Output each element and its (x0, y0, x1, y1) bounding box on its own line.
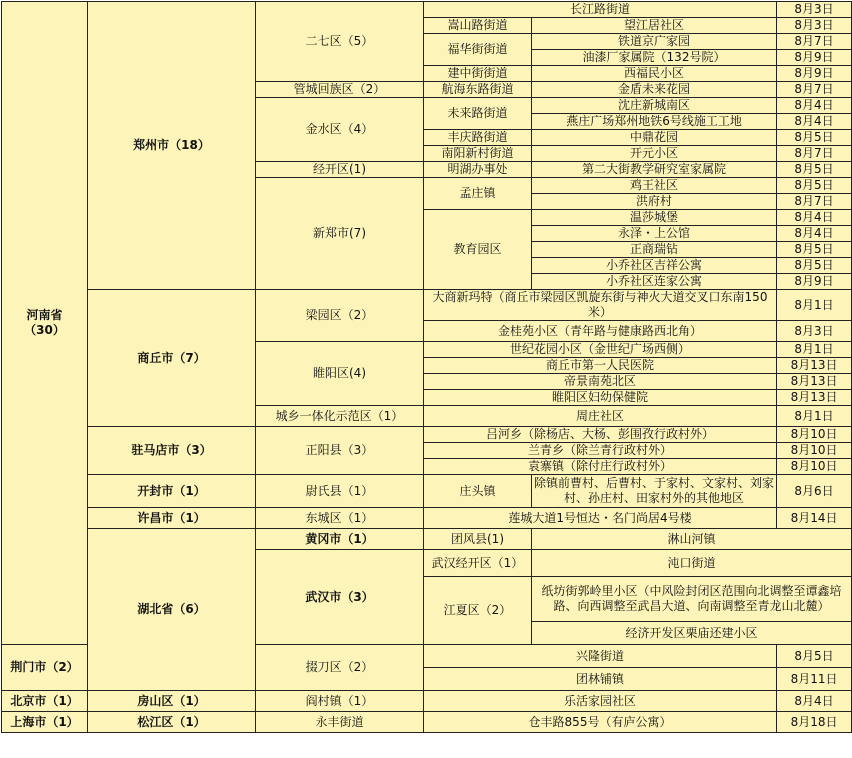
location-cell: 睢阳区妇幼保健院 (424, 390, 777, 406)
risk-area-table (1, 1, 852, 733)
location-cell: 永泽・上公馆 (532, 226, 777, 242)
street-cell: 庄头镇 (424, 475, 532, 508)
district-cell: 东城区（1） (256, 508, 424, 529)
street-cell: 丰庆路街道 (424, 130, 532, 146)
location-cell: 温莎城堡 (532, 210, 777, 226)
location-cell: 乐活家园社区 (424, 691, 777, 712)
date-cell: 8月10日 (777, 427, 852, 443)
location-cell: 仓丰路855号（有庐公寓） (424, 712, 777, 733)
district-cell: 阎村镇（1） (256, 691, 424, 712)
date-cell: 8月1日 (777, 342, 852, 358)
table-row (2, 691, 852, 712)
location-cell: 商丘市第一人民医院 (424, 358, 777, 374)
province-cell: 北京市（1） (2, 691, 88, 712)
location-cell: 油漆厂家属院（132号院） (532, 50, 777, 66)
date-cell: 8月13日 (777, 374, 852, 390)
location-cell: 燕庄广场郑州地铁6号线施工工地 (532, 114, 777, 130)
date-cell: 8月3日 (777, 2, 852, 18)
city-cell: 许昌市（1） (88, 508, 256, 529)
table-row (2, 508, 852, 529)
province-cell: 上海市（1） (2, 712, 88, 733)
location-cell: 西福民小区 (532, 66, 777, 82)
province-cell: 河南省 （30） (2, 2, 88, 645)
district-cell: 经开区(1) (256, 162, 424, 178)
city-cell: 黄冈市（1） (256, 529, 424, 550)
date-cell: 8月9日 (777, 274, 852, 290)
date-cell: 8月3日 (777, 321, 852, 342)
table-row (2, 2, 852, 18)
location-cell: 小乔社区连家公寓 (532, 274, 777, 290)
date-cell: 8月13日 (777, 390, 852, 406)
city-cell: 驻马店市（3） (88, 427, 256, 475)
district-cell: 梁园区（2） (256, 290, 424, 342)
street-cell: 建中街街道 (424, 66, 532, 82)
date-cell: 8月10日 (777, 443, 852, 459)
location-cell: 大商新玛特（商丘市梁园区凯旋东街与神火大道交叉口东南150米） (424, 290, 777, 321)
street-cell: 教育园区 (424, 210, 532, 290)
date-cell: 8月7日 (777, 82, 852, 98)
location-cell: 金桂苑小区（青年路与健康路西北角） (424, 321, 777, 342)
city-cell: 松江区（1） (88, 712, 256, 733)
location-cell: 吕河乡（除杨店、大杨、彭围孜行政村外） (424, 427, 777, 443)
date-cell: 8月5日 (777, 242, 852, 258)
district-cell: 武汉经开区（1） (424, 550, 532, 577)
date-cell: 8月5日 (777, 162, 852, 178)
street-cell: 航海东路街道 (424, 82, 532, 98)
street-cell: 南阳新村街道 (424, 146, 532, 162)
location-cell: 世纪花园小区（金世纪广场西侧） (424, 342, 777, 358)
date-cell: 8月4日 (777, 691, 852, 712)
location-cell: 金盾未来花园 (532, 82, 777, 98)
location-cell: 莲城大道1号恒达・名门尚居4号楼 (424, 508, 777, 529)
location-cell: 长江路街道 (424, 2, 777, 18)
location-cell: 帝景南苑北区 (424, 374, 777, 390)
street-cell: 嵩山路街道 (424, 18, 532, 34)
street-cell: 孟庄镇 (424, 178, 532, 210)
date-cell: 8月4日 (777, 98, 852, 114)
date-cell: 8月13日 (777, 358, 852, 374)
district-cell: 新郑市(7) (256, 178, 424, 290)
table-row (2, 290, 852, 321)
date-cell: 8月14日 (777, 508, 852, 529)
date-cell: 8月7日 (777, 34, 852, 50)
district-cell: 城乡一体化示范区（1） (256, 406, 424, 427)
district-cell: 江夏区（2） (424, 577, 532, 645)
date-cell: 8月7日 (777, 194, 852, 210)
date-cell: 8月4日 (777, 114, 852, 130)
date-cell: 8月5日 (777, 130, 852, 146)
street-cell: 未来路街道 (424, 98, 532, 130)
city-cell: 荆门市（2） (2, 645, 88, 691)
location-cell: 开元小区 (532, 146, 777, 162)
location-cell: 经济开发区栗庙还建小区 (532, 622, 852, 645)
date-cell: 8月9日 (777, 50, 852, 66)
date-cell: 8月5日 (777, 178, 852, 194)
location-cell: 沈庄新城南区 (532, 98, 777, 114)
district-cell: 永丰街道 (256, 712, 424, 733)
city-cell: 开封市（1） (88, 475, 256, 508)
location-cell: 正商瑞钻 (532, 242, 777, 258)
district-cell: 正阳县（3） (256, 427, 424, 475)
location-cell: 团林铺镇 (424, 668, 777, 691)
table-row (2, 427, 852, 443)
location-cell: 第二大街教学研究室家属院 (532, 162, 777, 178)
location-cell: 淋山河镇 (532, 529, 852, 550)
date-cell: 8月3日 (777, 18, 852, 34)
date-cell: 8月4日 (777, 226, 852, 242)
date-cell: 8月18日 (777, 712, 852, 733)
date-cell: 8月6日 (777, 475, 852, 508)
location-cell: 周庄社区 (424, 406, 777, 427)
date-cell: 8月10日 (777, 459, 852, 475)
date-cell: 8月5日 (777, 645, 852, 668)
location-cell: 望江居社区 (532, 18, 777, 34)
city-cell: 商丘市（7） (88, 290, 256, 427)
location-cell: 鸡王社区 (532, 178, 777, 194)
location-cell: 除镇前曹村、后曹村、于家村、文家村、刘家村、孙庄村、田家村外的其他地区 (532, 475, 777, 508)
district-cell: 团风县(1) (424, 529, 532, 550)
location-cell: 袁寨镇（除付庄行政村外） (424, 459, 777, 475)
date-cell: 8月11日 (777, 668, 852, 691)
date-cell: 8月9日 (777, 66, 852, 82)
date-cell: 8月1日 (777, 406, 852, 427)
location-cell: 小乔社区吉祥公寓 (532, 258, 777, 274)
province-cell: 湖北省（6） (88, 529, 256, 691)
district-cell: 睢阳区(4) (256, 342, 424, 406)
location-cell: 兰青乡（除兰青行政村外） (424, 443, 777, 459)
location-cell: 纸坊街郭岭里小区（中风险封闭区范围向北调整至谭鑫培路、向西调整至武昌大道、向南调整至青龙山北麓） (532, 577, 852, 622)
date-cell: 8月4日 (777, 210, 852, 226)
district-cell: 二七区（5） (256, 2, 424, 82)
city-cell: 武汉市（3） (256, 550, 424, 645)
table-row (2, 475, 852, 508)
date-cell: 8月5日 (777, 258, 852, 274)
location-cell: 沌口街道 (532, 550, 852, 577)
date-cell: 8月7日 (777, 146, 852, 162)
location-cell: 洪府村 (532, 194, 777, 210)
district-cell: 管城回族区（2） (256, 82, 424, 98)
street-cell: 福华街街道 (424, 34, 532, 66)
location-cell: 兴隆街道 (424, 645, 777, 668)
district-cell: 掇刀区（2） (256, 645, 424, 691)
street-cell: 明湖办事处 (424, 162, 532, 178)
location-cell: 铁道京广家园 (532, 34, 777, 50)
table-row (2, 529, 852, 550)
table-row (2, 712, 852, 733)
location-cell: 中鼎花园 (532, 130, 777, 146)
district-cell: 金水区（4） (256, 98, 424, 162)
city-cell: 郑州市（18） (88, 2, 256, 290)
city-cell: 房山区（1） (88, 691, 256, 712)
date-cell: 8月1日 (777, 290, 852, 321)
district-cell: 尉氏县（1） (256, 475, 424, 508)
